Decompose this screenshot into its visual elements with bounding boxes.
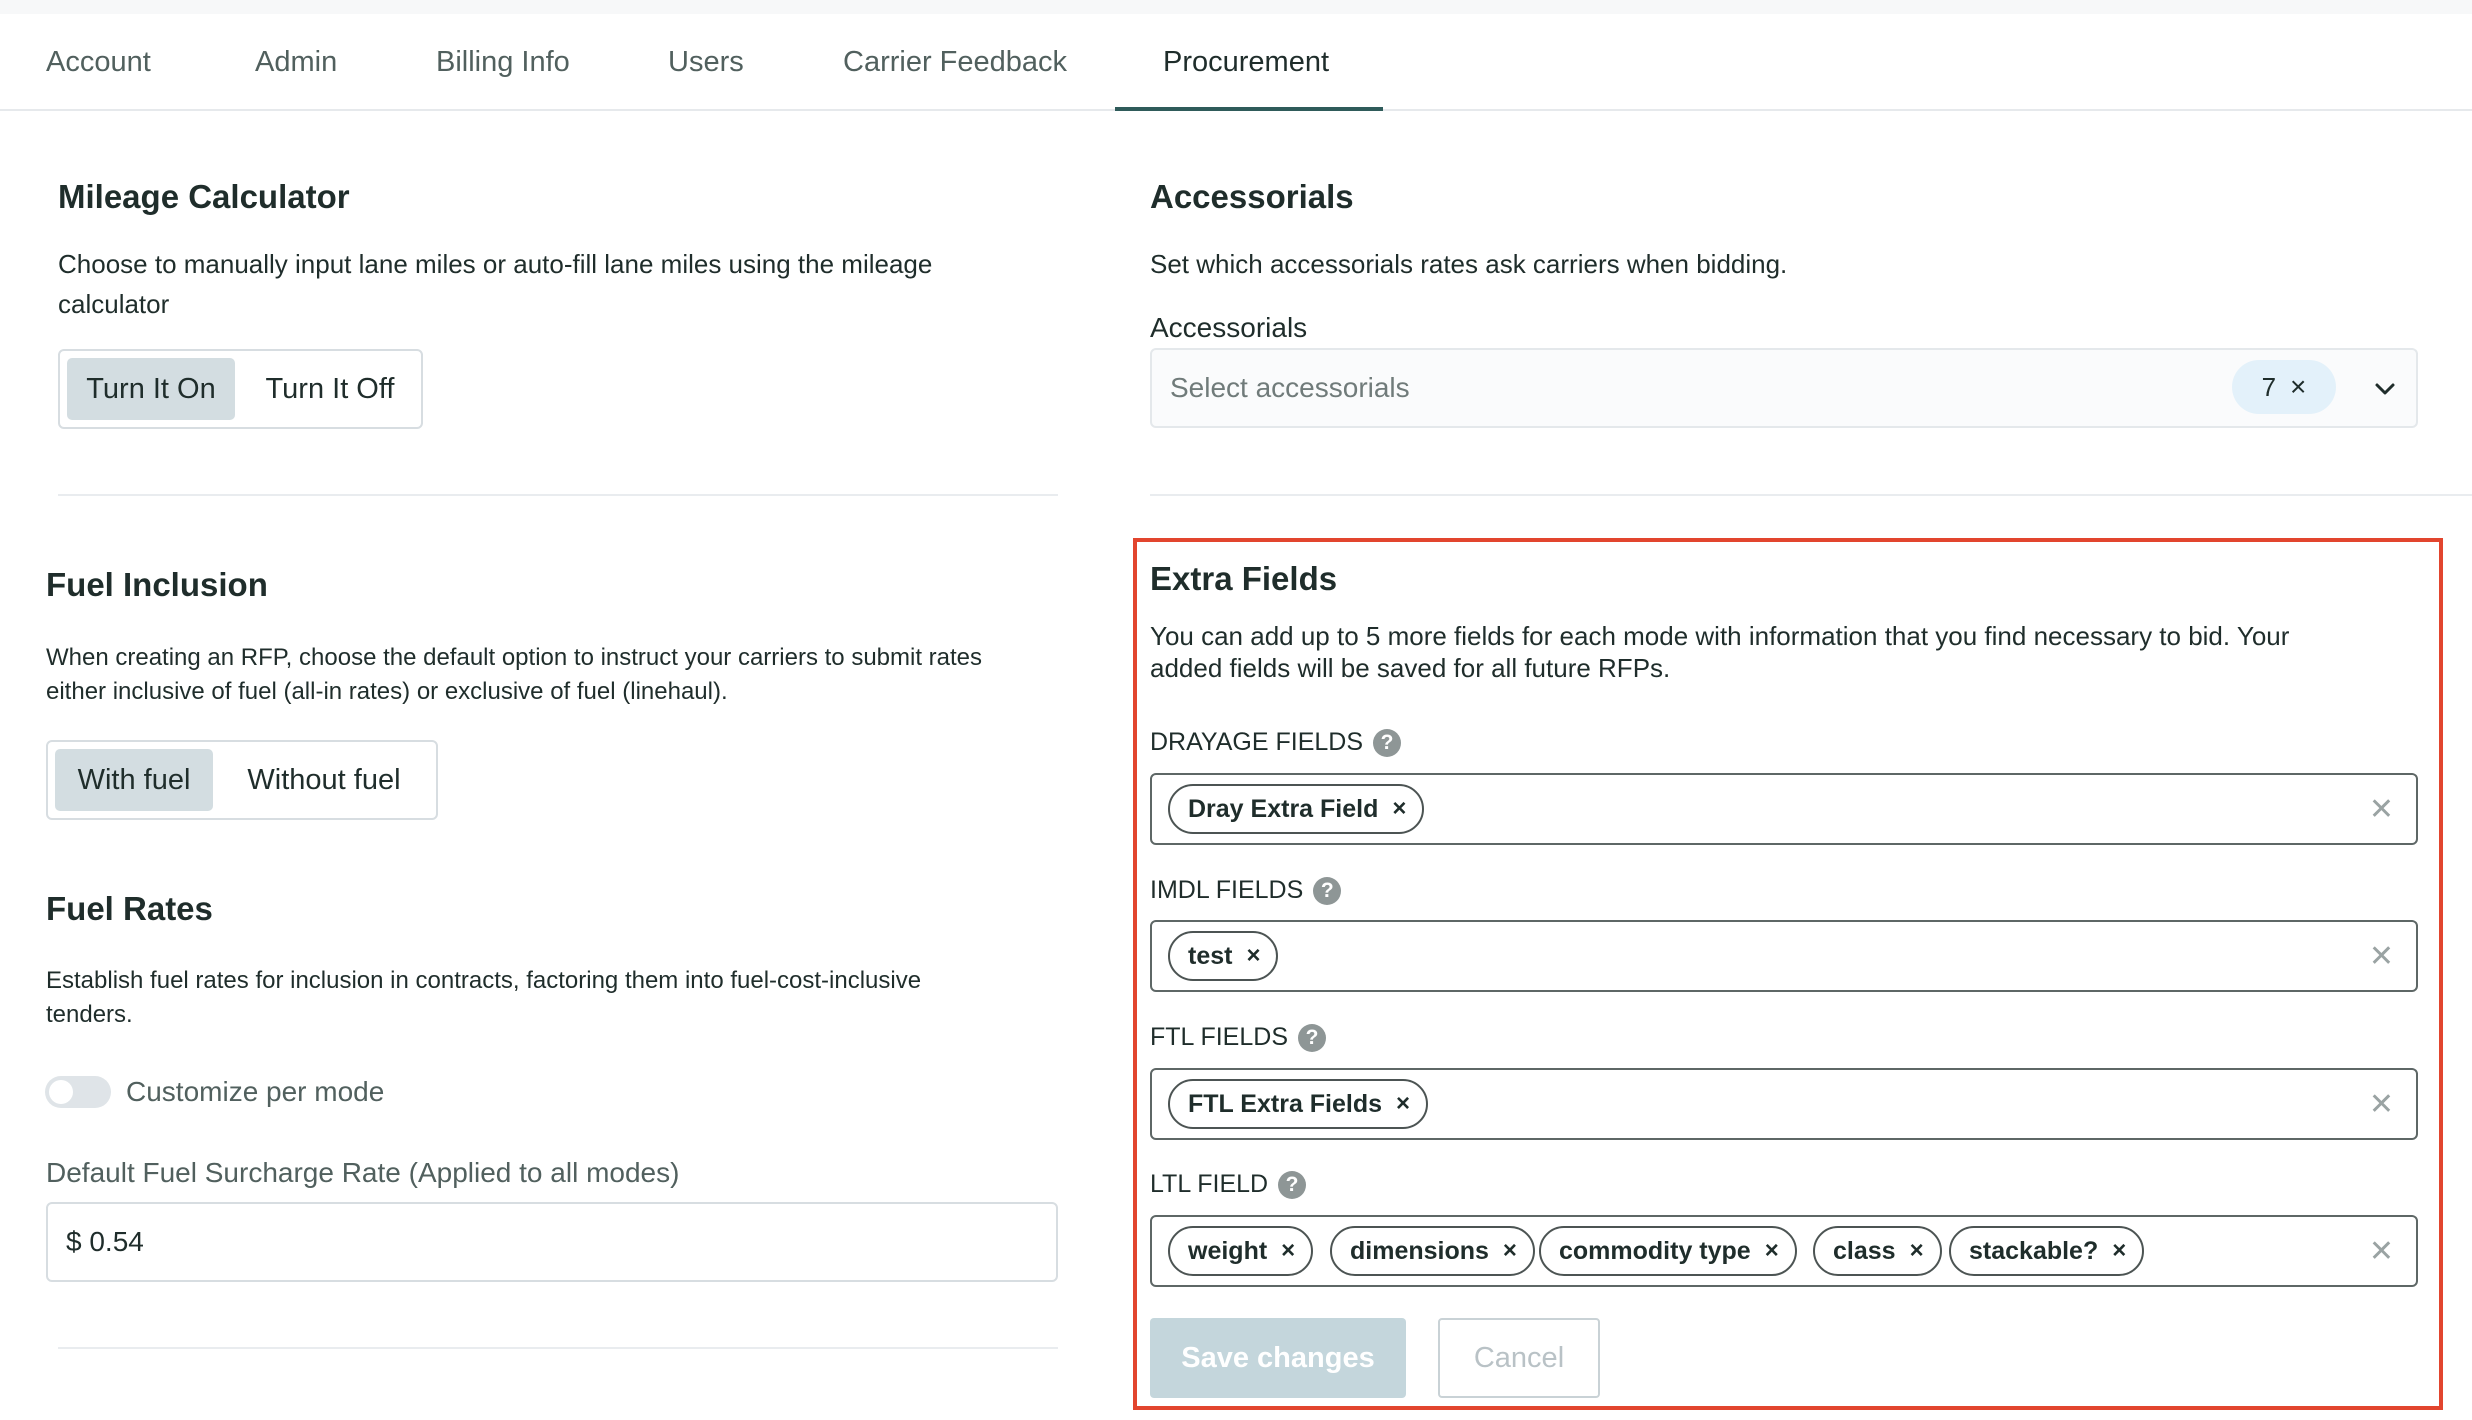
customize-per-mode-label: Customize per mode: [126, 1076, 385, 1107]
selected-count-badge: [2232, 360, 2336, 414]
drayage-fields-label-text: DRAYAGE FIELDS: [1150, 728, 1364, 756]
clear-selection-icon[interactable]: ×: [2290, 371, 2307, 402]
tag-label: commodity type: [1559, 1236, 1751, 1265]
chevron-down-icon[interactable]: [2370, 374, 2400, 404]
ftl-fields-input[interactable]: [1150, 1068, 2418, 1140]
turn-it-on-button[interactable]: Turn It On: [67, 358, 235, 420]
remove-tag-icon[interactable]: ×: [2112, 1237, 2127, 1264]
accessorials-description: Set which accessorials rates ask carriers when bidding.: [1150, 249, 1788, 279]
top-strip: [0, 0, 2472, 14]
tag-label: weight: [1188, 1236, 1268, 1265]
remove-tag-icon[interactable]: ×: [1909, 1237, 1924, 1264]
drayage-fields-label: [1150, 728, 1401, 757]
remove-tag-icon[interactable]: ×: [1396, 1090, 1411, 1117]
extra-fields-desc-line-1: You can add up to 5 more fields for each mode with information that you find necessary to bid. Your: [1150, 621, 2290, 651]
help-icon[interactable]: ?: [1278, 1171, 1306, 1199]
clear-field-icon[interactable]: ✕: [2368, 1235, 2394, 1268]
fuel-inclusion-toggle-group: [46, 740, 438, 820]
remove-tag-icon[interactable]: ×: [1502, 1237, 1517, 1264]
mileage-desc-line-1: Choose to manually input lane miles or auto-fill lane miles using the mileage: [58, 249, 933, 279]
selected-count: 7: [2261, 371, 2277, 402]
accessorials-title: Accessorials: [1150, 178, 1354, 215]
mileage-toggle-group: [58, 349, 423, 429]
fuel-inclusion-desc-line-1: When creating an RFP, choose the default option to instruct your carriers to submit rates: [46, 644, 983, 671]
tab-procurement[interactable]: Procurement: [1163, 46, 1330, 78]
extra-fields-description: [1150, 620, 2430, 684]
tag-label: Dray Extra Field: [1188, 794, 1379, 823]
tag-chip: [1949, 1226, 2144, 1276]
tag-label: class: [1833, 1236, 1896, 1265]
extra-fields-desc-line-2: added fields will be saved for all future RFPs.: [1150, 653, 1671, 683]
clear-field-icon[interactable]: ✕: [2368, 940, 2394, 973]
help-icon[interactable]: ?: [1373, 729, 1401, 757]
help-icon[interactable]: ?: [1298, 1024, 1326, 1052]
remove-tag-icon[interactable]: ×: [1392, 795, 1407, 822]
cancel-button[interactable]: Cancel: [1438, 1318, 1600, 1398]
ftl-fields-label-text: FTL FIELDS: [1150, 1023, 1288, 1051]
fuel-inclusion-description: [46, 641, 1066, 709]
section-divider: [58, 494, 1058, 496]
tab-carrier-feedback[interactable]: Carrier Feedback: [843, 46, 1068, 78]
tag-chip: [1168, 1079, 1428, 1129]
default-fuel-surcharge-input[interactable]: $ 0.54: [46, 1202, 1058, 1282]
fuel-rates-desc-line-2: tenders.: [46, 1001, 133, 1028]
tab-bar: [0, 14, 2472, 111]
save-changes-button[interactable]: Save changes: [1150, 1318, 1406, 1398]
accessorials-placeholder: Select accessorials: [1170, 372, 1410, 403]
tag-label: test: [1188, 941, 1233, 970]
section-divider-bottom: [58, 1347, 1058, 1349]
tab-users[interactable]: Users: [668, 46, 744, 78]
tag-label: dimensions: [1350, 1236, 1489, 1265]
accessorials-field-label: Accessorials: [1150, 312, 1308, 343]
tag-chip: [1813, 1226, 1942, 1276]
fuel-rates-desc-line-1: Establish fuel rates for inclusion in contracts, factoring them into fuel-cost-inclusive: [46, 967, 922, 994]
toggle-knob: [49, 1080, 73, 1104]
tag-chip: [1539, 1226, 1797, 1276]
mileage-desc-line-2: calculator: [58, 289, 170, 319]
tab-admin[interactable]: Admin: [255, 46, 338, 78]
ltl-field-label: [1150, 1170, 1306, 1199]
ltl-field-label-text: LTL FIELD: [1150, 1170, 1269, 1198]
tag-chip: [1330, 1226, 1535, 1276]
tag-label: stackable?: [1969, 1236, 2099, 1265]
help-icon[interactable]: ?: [1313, 877, 1341, 905]
extra-fields-title: Extra Fields: [1150, 560, 1338, 597]
remove-tag-icon[interactable]: ×: [1281, 1237, 1296, 1264]
turn-it-off-button[interactable]: Turn It Off: [265, 372, 395, 405]
fuel-inclusion-desc-line-2: either inclusive of fuel (all-in rates) or exclusive of fuel (linehaul).: [46, 678, 728, 705]
customize-per-mode-toggle[interactable]: [45, 1076, 111, 1108]
tag-label: FTL Extra Fields: [1188, 1089, 1383, 1118]
ftl-fields-label: [1150, 1023, 1326, 1052]
without-fuel-button[interactable]: Without fuel: [247, 763, 401, 796]
tab-account[interactable]: Account: [46, 46, 151, 78]
tag-chip: [1168, 1226, 1313, 1276]
active-tab-indicator: [1115, 107, 1383, 111]
remove-tag-icon[interactable]: ×: [1764, 1237, 1779, 1264]
tag-chip: [1168, 784, 1424, 834]
fuel-rates-title: Fuel Rates: [46, 890, 213, 927]
with-fuel-button[interactable]: With fuel: [55, 749, 213, 811]
tab-billing-info[interactable]: Billing Info: [436, 46, 570, 78]
tag-chip: [1168, 931, 1278, 981]
mileage-calculator-title: Mileage Calculator: [58, 178, 350, 215]
accessorials-divider: [1150, 494, 2472, 496]
accessorials-select[interactable]: [1150, 348, 2418, 428]
remove-tag-icon[interactable]: ×: [1246, 942, 1261, 969]
fuel-rates-description: [46, 964, 1066, 1032]
default-fuel-surcharge-label: Default Fuel Surcharge Rate (Applied to all modes): [46, 1157, 680, 1188]
clear-field-icon[interactable]: ✕: [2368, 793, 2394, 826]
mileage-calculator-description: [58, 244, 1058, 324]
drayage-fields-input[interactable]: [1150, 773, 2418, 845]
imdl-fields-label-text: IMDL FIELDS: [1150, 876, 1304, 904]
fuel-inclusion-title: Fuel Inclusion: [46, 566, 268, 603]
ltl-field-input[interactable]: [1150, 1215, 2418, 1287]
clear-field-icon[interactable]: ✕: [2368, 1088, 2394, 1121]
imdl-fields-label: [1150, 876, 1341, 905]
imdl-fields-input[interactable]: [1150, 920, 2418, 992]
